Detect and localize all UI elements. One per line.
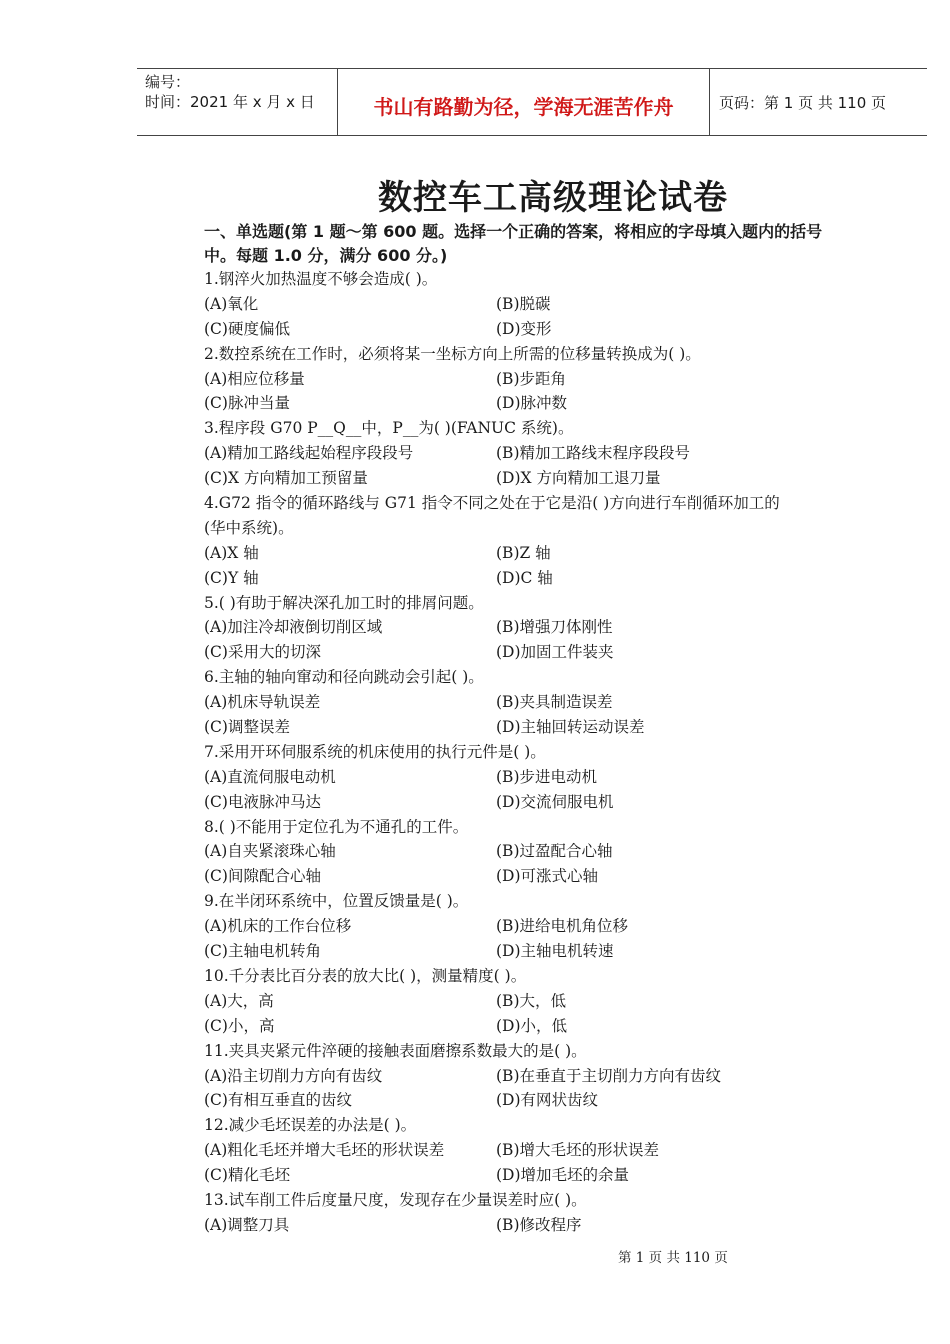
- option-right: (B)在垂直于主切削力方向有齿纹: [496, 1066, 721, 1085]
- option-row: [204, 317, 884, 342]
- option-left: (A)机床的工作台位移: [204, 917, 352, 936]
- option-left: (A)X 轴: [204, 543, 259, 562]
- option-row: [204, 939, 884, 964]
- option-row: [204, 914, 884, 939]
- serial-number-label: 编号：: [145, 73, 191, 91]
- option-left: (A)精加工路线起始程序段段号: [204, 444, 414, 463]
- option-right: (B)进给电机角位移: [496, 917, 628, 936]
- document-header: [137, 68, 927, 136]
- option-left: (C)电液脉冲马达: [204, 792, 321, 811]
- option-row: [204, 1213, 884, 1238]
- option-right: (D)可涨式心轴: [496, 867, 599, 886]
- question-stem-continued: (华中系统)。: [204, 518, 294, 537]
- option-left: (C)主轴电机转角: [204, 942, 321, 961]
- option-left: (C)精化毛坯: [204, 1166, 290, 1185]
- option-left: (C)X 方向精加工预留量: [204, 469, 368, 488]
- option-row: [204, 790, 884, 815]
- page-info: 页码：第 1 页 共 110 页: [719, 93, 887, 112]
- option-row: [204, 541, 884, 566]
- option-left: (A)直流伺服电动机: [204, 767, 336, 786]
- option-right: (D)变形: [496, 319, 552, 338]
- option-row: [204, 1064, 884, 1089]
- exam-title-text: 数控车工高级理论试卷: [378, 178, 728, 218]
- option-right: (B)步距角: [496, 369, 566, 388]
- option-row: [204, 367, 884, 392]
- option-right: (B)增强刀体刚性: [496, 618, 613, 637]
- question-stem: 2.数控系统在工作时，必须将某一坐标方向上所需的位移量转换成为( )。: [204, 344, 701, 363]
- option-right: (D)增加毛坯的余量: [496, 1166, 630, 1185]
- question-list: [204, 267, 884, 1238]
- option-row: [204, 640, 884, 665]
- option-right: (B)增大毛坯的形状误差: [496, 1141, 659, 1160]
- option-right: (B)修改程序: [496, 1215, 582, 1234]
- option-right: (B)大，低: [496, 991, 566, 1010]
- option-row: [204, 989, 884, 1014]
- option-left: (C)调整误差: [204, 718, 290, 737]
- option-row: [204, 292, 884, 317]
- question-stem: 13.试车削工件后度量尺度，发现存在少量误差时应( )。: [204, 1190, 587, 1209]
- option-left: (A)沿主切削力方向有齿纹: [204, 1066, 383, 1085]
- question-stem: 11.夹具夹紧元件淬硬的接触表面磨擦系数最大的是( )。: [204, 1041, 587, 1060]
- question-stem: 1.钢淬火加热温度不够会造成( )。: [204, 270, 438, 288]
- option-left: (A)大，高: [204, 991, 274, 1010]
- option-left: (A)加注冷却液倒切削区域: [204, 618, 383, 637]
- option-right: (B)脱碳: [496, 294, 551, 313]
- option-row: [204, 1088, 884, 1113]
- question-stem: 5.( )有助于解决深孔加工时的排屑问题。: [204, 593, 484, 612]
- option-left: (C)脉冲当量: [204, 394, 290, 413]
- option-row: [204, 1163, 884, 1188]
- option-left: (A)相应位移量: [204, 369, 305, 388]
- option-left: (C)间隙配合心轴: [204, 867, 321, 886]
- section-heading: [204, 220, 874, 268]
- option-left: (A)机床导轨误差: [204, 693, 321, 712]
- option-left: (A)粗化毛坯并增大毛坯的形状误差: [204, 1141, 445, 1160]
- question-stem: 6.主轴的轴向窜动和径向跳动会引起( )。: [204, 668, 484, 687]
- option-left: (A)自夹紧滚珠心轴: [204, 842, 336, 861]
- question-stem: 9.在半闭环系统中，位置反馈量是( )。: [204, 892, 469, 911]
- option-row: [204, 466, 884, 491]
- question-stem: 10.千分表比百分表的放大比( )，测量精度( )。: [204, 966, 527, 985]
- option-row: [204, 615, 884, 640]
- option-row: [204, 391, 884, 416]
- question-stem: 3.程序段 G70 P__Q__中，P__为( )(FANUC 系统)。: [204, 419, 574, 438]
- option-right: (D)加固工件装夹: [496, 643, 614, 662]
- question-stem: 8.( )不能用于定位孔为不通孔的工件。: [204, 817, 469, 836]
- header-page-cell: [710, 69, 927, 135]
- option-left: (A)氧化: [204, 294, 259, 313]
- header-motto-cell: [338, 69, 710, 135]
- exam-title: [0, 170, 950, 219]
- question-stem: 4.G72 指令的循环路线与 G71 指令不同之处在于它是沿( )方向进行车削循环加工的: [204, 494, 780, 513]
- option-left: (C)硬度偏低: [204, 319, 290, 338]
- option-right: (D)C 轴: [496, 568, 553, 587]
- option-row: [204, 566, 884, 591]
- option-row: [204, 1014, 884, 1039]
- option-row: [204, 441, 884, 466]
- option-right: (B)Z 轴: [496, 543, 551, 562]
- section-heading-line-1: 一、单选题(第 1 题～第 600 题。选择一个正确的答案，将相应的字母填入题内的括号: [204, 222, 823, 241]
- option-right: (B)步进电动机: [496, 767, 597, 786]
- option-left: (C)采用大的切深: [204, 643, 321, 662]
- option-left: (C)小，高: [204, 1016, 275, 1035]
- option-right: (D)主轴回转运动误差: [496, 718, 645, 737]
- question-stem: 7.采用开环伺服系统的机床使用的执行元件是( )。: [204, 742, 546, 761]
- option-right: (D)X 方向精加工退刀量: [496, 469, 661, 488]
- motto-text: 书山有路勤为径，学海无涯苦作舟: [373, 94, 674, 119]
- option-right: (B)过盈配合心轴: [496, 842, 613, 861]
- option-left: (C)Y 轴: [204, 568, 259, 587]
- option-row: [204, 715, 884, 740]
- option-row: [204, 864, 884, 889]
- option-right: (D)主轴电机转速: [496, 942, 614, 961]
- option-right: (B)夹具制造误差: [496, 693, 613, 712]
- option-row: [204, 690, 884, 715]
- option-row: [204, 765, 884, 790]
- header-meta-cell: [137, 69, 338, 135]
- option-right: (B)精加工路线末程序段段号: [496, 444, 690, 463]
- option-right: (D)小，低: [496, 1016, 568, 1035]
- option-right: (D)有网状齿纹: [496, 1091, 599, 1110]
- option-left: (A)调整刀具: [204, 1215, 290, 1234]
- option-row: [204, 1138, 884, 1163]
- option-right: (D)脉冲数: [496, 394, 568, 413]
- question-stem: 12.减少毛坯误差的办法是( )。: [204, 1116, 417, 1135]
- section-heading-line-2: 中。每题 1.0 分，满分 600 分。): [204, 246, 448, 265]
- date-label: 时间：2021 年 x 月 x 日: [145, 93, 315, 111]
- option-left: (C)有相互垂直的齿纹: [204, 1091, 352, 1110]
- option-right: (D)交流伺服电机: [496, 792, 614, 811]
- page-footer: 第 1 页 共 110 页: [618, 1250, 728, 1266]
- option-row: [204, 839, 884, 864]
